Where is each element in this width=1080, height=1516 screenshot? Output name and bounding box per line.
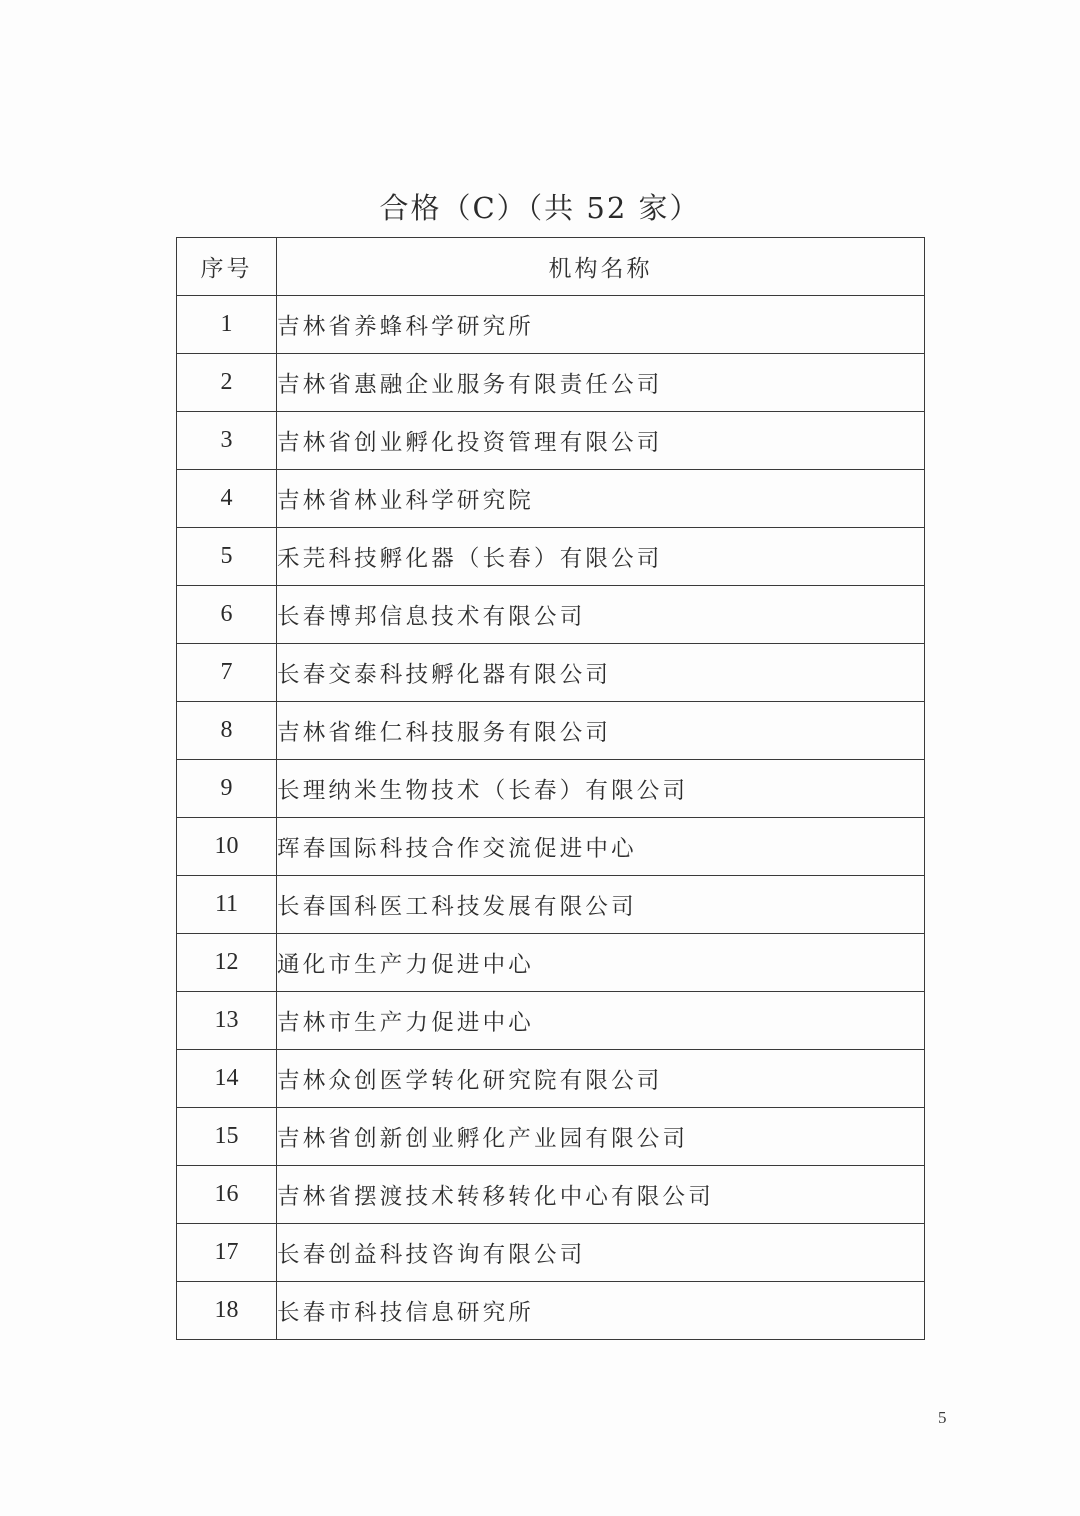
table-row bbox=[177, 644, 925, 702]
table-row bbox=[177, 1050, 925, 1108]
row-number: 2 bbox=[177, 354, 277, 412]
row-number: 11 bbox=[177, 876, 277, 934]
row-number: 9 bbox=[177, 760, 277, 818]
row-number: 12 bbox=[177, 934, 277, 992]
row-institution-name: 长理纳米生物技术（长春）有限公司 bbox=[277, 760, 925, 818]
table-row bbox=[177, 702, 925, 760]
row-institution-name: 禾芫科技孵化器（长春）有限公司 bbox=[277, 528, 925, 586]
table-header-row bbox=[177, 238, 925, 296]
row-number: 3 bbox=[177, 412, 277, 470]
row-number: 14 bbox=[177, 1050, 277, 1108]
table-row bbox=[177, 586, 925, 644]
table-row bbox=[177, 876, 925, 934]
row-institution-name: 吉林省惠融企业服务有限责任公司 bbox=[277, 354, 925, 412]
header-institution-name: 机构名称 bbox=[277, 238, 925, 296]
row-institution-name: 吉林省养蜂科学研究所 bbox=[277, 296, 925, 354]
row-institution-name: 吉林省创业孵化投资管理有限公司 bbox=[277, 412, 925, 470]
row-institution-name: 长春国科医工科技发展有限公司 bbox=[277, 876, 925, 934]
row-institution-name: 长春博邦信息技术有限公司 bbox=[277, 586, 925, 644]
table-row bbox=[177, 934, 925, 992]
institution-table bbox=[176, 237, 925, 1340]
row-number: 8 bbox=[177, 702, 277, 760]
row-institution-name: 通化市生产力促进中心 bbox=[277, 934, 925, 992]
table-row bbox=[177, 296, 925, 354]
table-row bbox=[177, 1166, 925, 1224]
table-row bbox=[177, 760, 925, 818]
table-row bbox=[177, 412, 925, 470]
row-institution-name: 吉林众创医学转化研究院有限公司 bbox=[277, 1050, 925, 1108]
row-institution-name: 长春交泰科技孵化器有限公司 bbox=[277, 644, 925, 702]
table-row bbox=[177, 992, 925, 1050]
row-number: 17 bbox=[177, 1224, 277, 1282]
table-row bbox=[177, 818, 925, 876]
row-institution-name: 吉林省维仁科技服务有限公司 bbox=[277, 702, 925, 760]
row-number: 6 bbox=[177, 586, 277, 644]
row-number: 13 bbox=[177, 992, 277, 1050]
page-number: 5 bbox=[938, 1408, 947, 1427]
table-row bbox=[177, 354, 925, 412]
table-row bbox=[177, 1108, 925, 1166]
table-row bbox=[177, 470, 925, 528]
row-institution-name: 长春创益科技咨询有限公司 bbox=[277, 1224, 925, 1282]
row-number: 15 bbox=[177, 1108, 277, 1166]
row-number: 10 bbox=[177, 818, 277, 876]
row-number: 18 bbox=[177, 1282, 277, 1340]
row-number: 16 bbox=[177, 1166, 277, 1224]
row-institution-name: 吉林省林业科学研究院 bbox=[277, 470, 925, 528]
row-number: 7 bbox=[177, 644, 277, 702]
page-title: 合格（C）（共 52 家） bbox=[379, 191, 701, 225]
row-institution-name: 吉林省创新创业孵化产业园有限公司 bbox=[277, 1108, 925, 1166]
row-number: 1 bbox=[177, 296, 277, 354]
header-serial-number: 序号 bbox=[177, 238, 277, 296]
row-institution-name: 珲春国际科技合作交流促进中心 bbox=[277, 818, 925, 876]
row-number: 5 bbox=[177, 528, 277, 586]
table-row bbox=[177, 528, 925, 586]
row-institution-name: 吉林省摆渡技术转移转化中心有限公司 bbox=[277, 1166, 925, 1224]
row-number: 4 bbox=[177, 470, 277, 528]
table-row bbox=[177, 1224, 925, 1282]
row-institution-name: 吉林市生产力促进中心 bbox=[277, 992, 925, 1050]
row-institution-name: 长春市科技信息研究所 bbox=[277, 1282, 925, 1340]
table-row bbox=[177, 1282, 925, 1340]
